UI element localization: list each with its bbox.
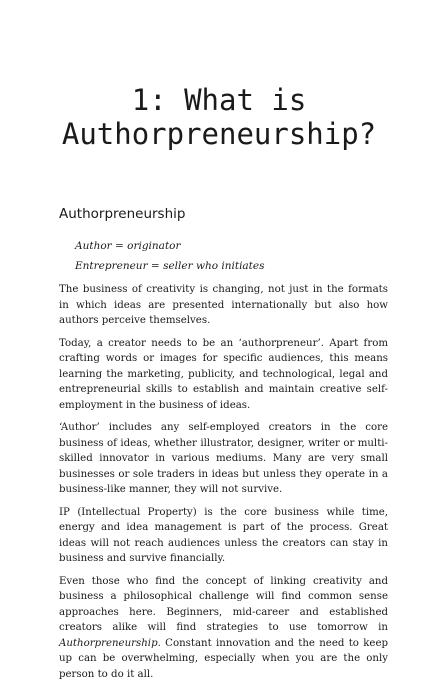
paragraph-3: ‘Author’ includes any self-employed creators in the core business of ideas, whether illustrator, designer, writer or multi-skilled innovator in various mediums. Many are very small businesses or sole traders in ideas but unless they operate in a business-like manner, they will not survive. xyxy=(59,422,388,495)
definition-entrepreneur: Entrepreneur = seller who initiates xyxy=(75,260,265,272)
paragraph-5-text-start: Even those who find the concept of linking creativity and business a philosophical challenge will find common sense approaches here. Beginners, mid-career and established creators alike will find strategies to use tomorrow in xyxy=(59,575,388,633)
body-text xyxy=(59,282,388,689)
paragraph-1: The business of creativity is changing, not just in the formats in which ideas are presented internationally but also how authors perceive themselves. xyxy=(59,284,388,326)
paragraph-5 xyxy=(59,574,388,683)
section-heading: Authorpreneurship xyxy=(59,206,186,222)
chapter-title-line-2: Authorpreneurship? xyxy=(61,117,377,151)
chapter-title-line-1: 1: What is xyxy=(131,83,307,117)
definitions-block xyxy=(75,236,265,276)
book-title-emphasis: Authorpreneurship xyxy=(59,637,158,649)
chapter-title xyxy=(0,83,438,151)
definition-author: Author = originator xyxy=(75,240,181,252)
paragraph-4: IP (Intellectual Property) is the core business while time, energy and idea management is part of the process. Great ideas will not reach audiences unless the creators can stay in business and survive financially. xyxy=(59,506,388,564)
paragraph-5-text-end: . Constant innovation and the need to keep up can be overwhelming, especially when you are the only person to do it all. xyxy=(59,637,388,680)
paragraph-2: Today, a creator needs to be an ‘authorpreneur’. Apart from crafting words or images for specific audiences, this means learning the marketing, publicity, and technological, legal and entrepreneurial skills to establish and maintain creative self-employment in the business of ideas. xyxy=(59,337,388,411)
